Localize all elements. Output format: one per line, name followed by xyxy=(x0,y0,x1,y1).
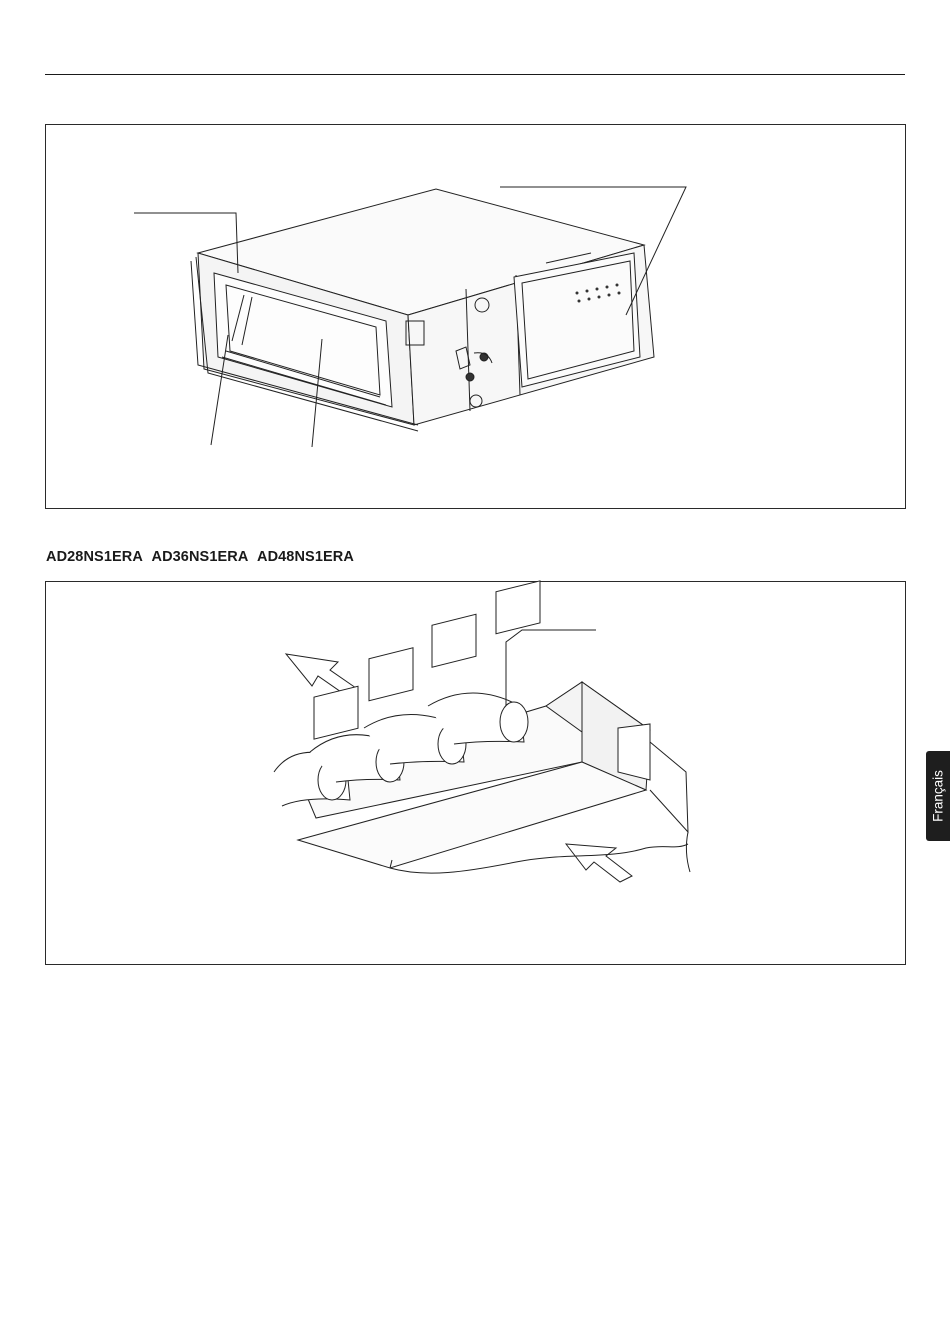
duct-airflow-drawing xyxy=(46,582,907,966)
unit-overview-figure xyxy=(45,124,906,509)
inlet-airflow-arrow xyxy=(566,844,632,882)
duct-outlet xyxy=(314,686,358,739)
header-rule xyxy=(45,74,905,75)
model-number: AD36NS1ERA xyxy=(151,549,249,565)
duct-installation-figure xyxy=(45,581,906,965)
language-tab[interactable] xyxy=(926,751,950,841)
language-tab-label: Français xyxy=(930,770,946,822)
indoor-unit-drawing xyxy=(46,125,907,510)
model-number: AD48NS1ERA xyxy=(257,549,354,565)
outlet-airflow-arrow xyxy=(286,654,356,694)
model-numbers-heading xyxy=(46,549,359,565)
model-number: AD28NS1ERA xyxy=(46,549,143,565)
